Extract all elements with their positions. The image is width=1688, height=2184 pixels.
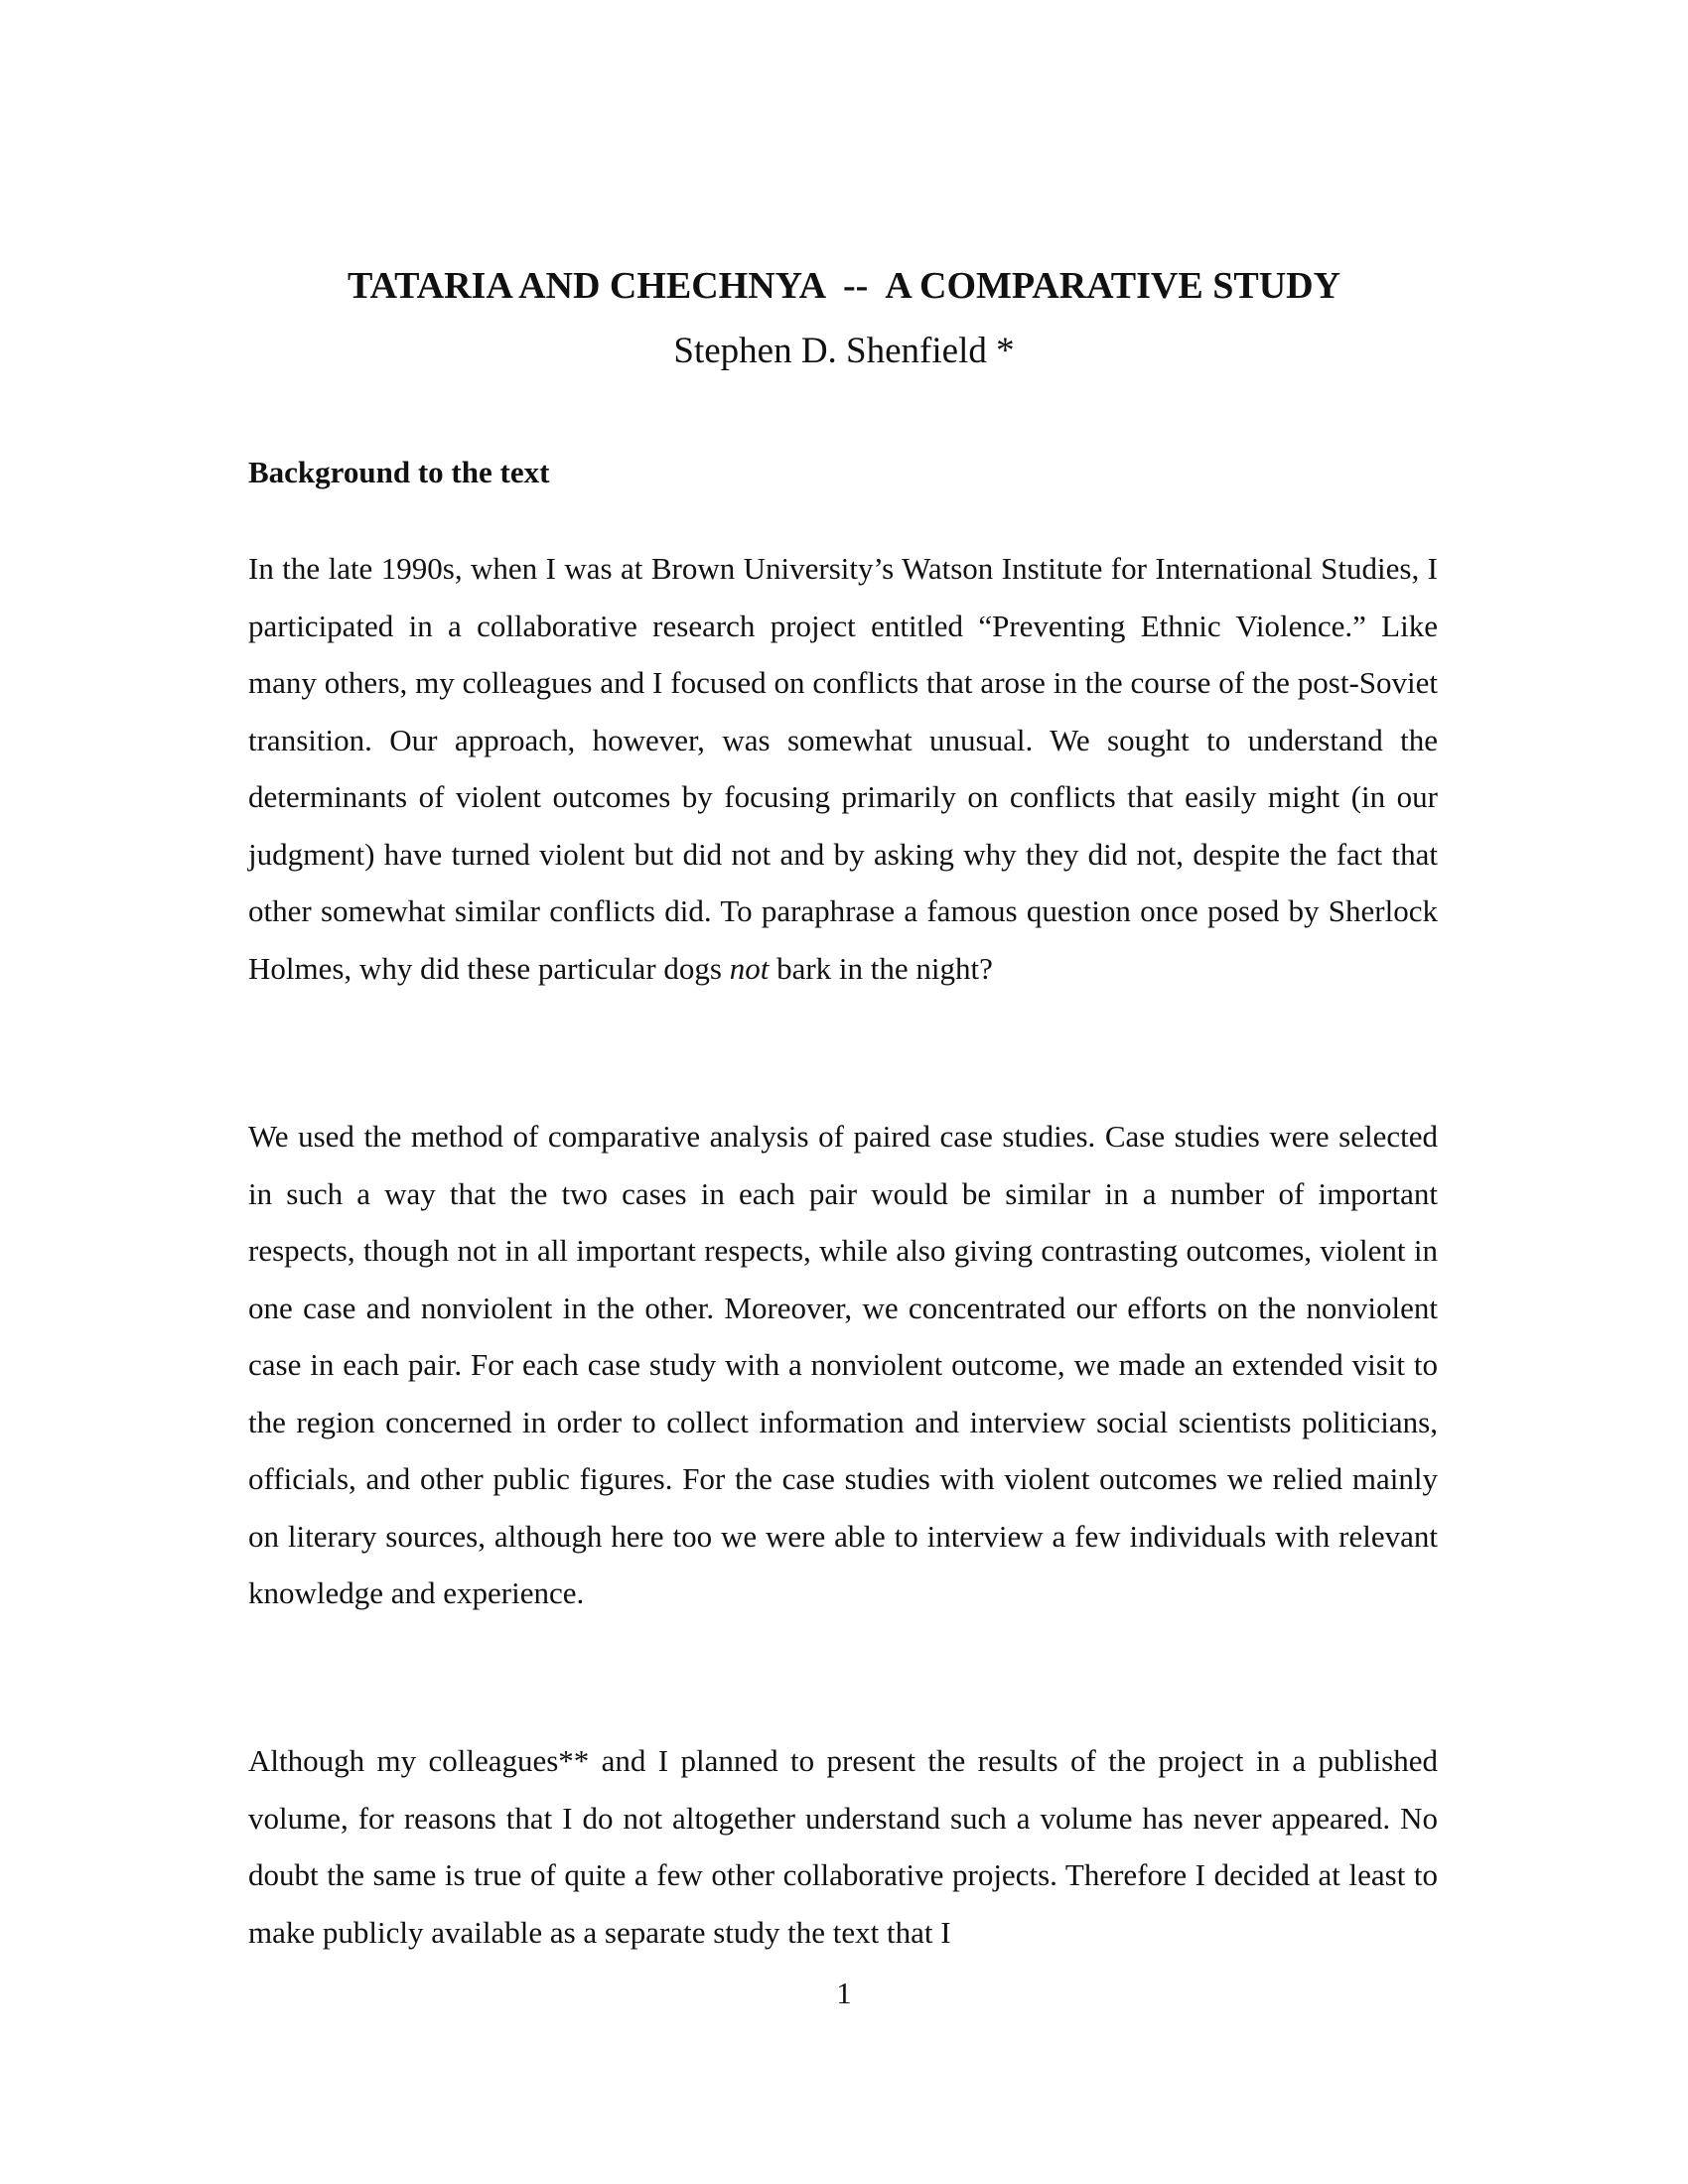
paragraph-3: Although my colleagues** and I planned to present the results of the project in a published volume, for reasons that I do not altogether understand such a volume has never appeared. No doubt the same is true of quite a few other collaborative projects. Therefore I decided at least to make publicly available as a separate study the text that I xyxy=(248,1743,1438,1950)
page-number: 1 xyxy=(836,1976,852,2010)
paragraph-1-text-start: In the late 1990s, when I was at Brown University’s Watson Institute for International Studies, I participated in a collaborative research project entitled “Preventing Ethnic Violence.” Like many others, my colleagues and I focused on conflicts that arose in the course of the post-Soviet transition. Our approach, however, was somewhat unusual. We sought to understand the determinants of violent outcomes by focusing primarily on conflicts that easily might (in our judgment) have turned violent but did not and by asking why they did not, despite the fact that other somewhat similar conflicts did. To paraphrase a famous question once posed by Sherlock Holmes, why did these particular dogs xyxy=(248,551,1438,986)
paragraph-1 xyxy=(248,540,1438,997)
author-name: Stephen D. Shenfield * xyxy=(673,331,1015,371)
document-title: TATARIA AND CHECHNYA -- A COMPARATIVE STUDY xyxy=(347,265,1341,307)
section-heading: Background to the text xyxy=(248,455,550,489)
paragraph-2: We used the method of comparative analysis of paired case studies. Case studies were selected in such a way that the two cases in each pair would be similar in a number of important respects, though not in all important respects, while also giving contrasting outcomes, violent in one case and nonviolent in the other. Moreover, we concentrated our efforts on the nonviolent case in each pair. For each case study with a nonviolent outcome, we made an extended visit to the region concerned in order to collect information and interview social scientists politicians, officials, and other public figures. For the case studies with violent outcomes we relied mainly on literary sources, although here too we were able to interview a few individuals with relevant knowledge and experience. xyxy=(248,1119,1438,1610)
paragraph-1-text-end: bark in the night? xyxy=(769,950,993,986)
paragraph-1-italic-word: not xyxy=(729,950,770,986)
